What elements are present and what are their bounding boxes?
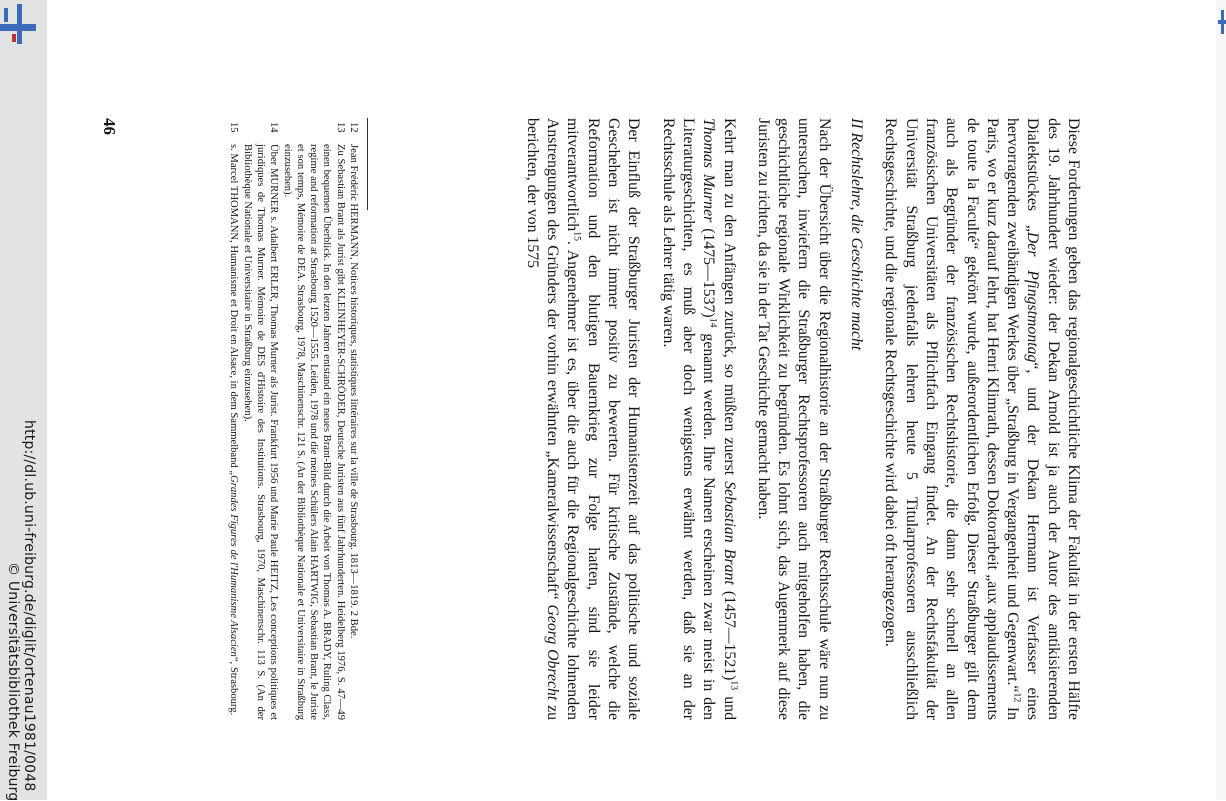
footnote [227, 118, 240, 720]
main-text-body [522, 118, 1083, 720]
section-heading: II Rechtslehre, die Geschichte macht [848, 118, 866, 351]
text-run: zu berichten, der von 1575 [523, 118, 562, 721]
text-run: Der Einfluß der Straßburger Juristen der Humanistenzeit auf das politische und soziale Geschehen ist nicht immer positiv zu bewerten. Für kritische Zustände, welche die Reformation und den blutigen Bauernkrieg zur Folge hatten, sind sie leider mitverantwortlich [564, 118, 643, 720]
text-run: genannt werden. Ihre Namen erscheinen zwar meist in den Literaturgeschichten, es muß aber doch wenigstens erwähnt werden, daß sie an der Rechtsschule als Lehrer tätig waren. [659, 118, 718, 720]
body-paragraph [657, 118, 738, 720]
text-run: “, und der Dekan Hermann ist Verfasser eines hervorragenden zweibändigen Werkes über „Straßburg in Vergangenheit und Gegenwart.“ [1004, 118, 1042, 720]
italic-text: Thomas Murner [700, 118, 718, 223]
text-run: “, Strasbourg. [228, 656, 240, 716]
body-paragraph [753, 118, 834, 720]
footnote-number: 13 [334, 122, 346, 133]
footnote-number: 14 [268, 122, 280, 133]
footnote-reference: 15 [571, 231, 583, 241]
footnote-reference: 14 [707, 317, 719, 328]
footnote [240, 118, 280, 720]
body-paragraph [880, 118, 1083, 720]
text-run: Über MURNER s. Adalbert ERLER, Thomas Murner als Jurist. Frankfurt 1956 und Marie Paule HEITZ, Les conceptions politiques et juridiques de Thomas Murner. Mémoire de DES d'Histoire des Institutions. Strasbourg, 1970, Maschinenschr. 113 S. (An der Bibliothèque Nationale et Universitaire in Straßburg einzusehen). [241, 144, 280, 720]
text-run: (1457—1521) [720, 584, 738, 681]
text-run: . Angenehmer ist es, über die auch für die Regionalgeschichte lohnenden Anstrengungen des Gründers der vorhin erwähnten „Kameralwissenschaft“ [544, 118, 582, 720]
text-run: In Paris, wo er kurz darauf lehrt, hat Henri Klimrath, dessen Doktorarbeit „aux applaudissements de toute la Faculté“ gekrönt wurde, außerordentlichen Erfolg. Dieser Straßburger gilt denn auch als Begründer der französischen Rechtshistorie, die dann sehr schnell an allen französischen Universitäten als Pflichtfach Eingang findet. An der Rechtsfakultät der Universität Straßburg jedenfalls lehren heute 5 Titularprofessoren ausschließlich Rechtsgeschichte, und die regionale Rechtsgeschichte wird dabei oft herangezogen. [882, 118, 1022, 721]
footnotes-section [227, 118, 360, 720]
text-run: Nach der Übersicht über die Regionalhistorie an der Straßburger Rechtsschule wäre nun zu untersuchen, inwiefern die Straßburger Rechtsprofessoren auch mitgeholfen haben, die geschichtliche regionale Wirklichkeit zu begründen. Es lohnt sich, das Augenmerk auf diese Juristen zu richten, da sie in der Tat Geschichte gemacht haben. [754, 118, 833, 720]
italic-text: Georg Obrecht [544, 604, 562, 701]
text-run: (1475—1537) [700, 222, 718, 318]
footnote-reference: 13 [727, 680, 739, 691]
footnote-reference: 12 [1011, 692, 1023, 703]
italic-text: Sebastian Brant [720, 481, 738, 585]
body-paragraph [522, 118, 644, 720]
page-number: 46 [100, 118, 119, 135]
text-run: Zu Sebastian Brant als Jurist gibt KLEINHEYER-SCHRÖDER, Deutsche Juristen aus fünf Jahrhunderten. Heidelberg 1976, S. 47—49 einen bequemen Überblick. In den letzten Jahren entstand ein neues Brant-Bild durch die Arbeit von Thomas A. BRADY, Ruling Class, regime and reformation at Strasbourg 1520—1555. Leiden, 1978 und die meines Schülers Alain HARTWIG, Sebastian Brant, le Juriste et son temps, Mémoire de DEA. Strasbourg, 1978, Maschinenschr. 121 S. (An der Bibliothèque Nationale et Universitaire in Straßburg einzusehen). [281, 144, 346, 720]
text-run: Diese Forderungen geben das regionalgeschichtliche Klima der Fakultät in der ersten Hälfte des 19. Jahrhundert wieder: der Dekan Arnold ist ja auch der Autor des antikisierenden Dialektstückes „ [1024, 118, 1082, 720]
footnote [280, 118, 346, 720]
source-url: http://dl.ub.uni-freiburg.de/diglit/ortenau1981/0048 [21, 420, 37, 792]
text-run: s. Marcel THOMANN, Humanisme et Droit en Alsace, in dem Sammelband „ [228, 144, 240, 476]
text-run: Jean Frédéric HERMANN, Notices historiques, statistiques littéraires sur la ville de Strasbourg. 1813—1819. 2 Bde. [348, 144, 359, 639]
footnote-rule [367, 118, 368, 210]
text-run: und [720, 690, 738, 720]
footnote-number: 15 [228, 122, 240, 133]
text-run: Kehrt man zu den Anfängen zurück, so müßten zuerst [720, 118, 738, 482]
italic-text: Der Pfingstmontag [1024, 231, 1042, 363]
footnote-number: 12 [348, 122, 359, 133]
copyright-notice: © Universitätsbibliothek Freiburg [5, 562, 21, 801]
italic-text: Grandes Figures de l'Humanisme Alsacien [228, 475, 240, 657]
footnote [347, 118, 360, 720]
